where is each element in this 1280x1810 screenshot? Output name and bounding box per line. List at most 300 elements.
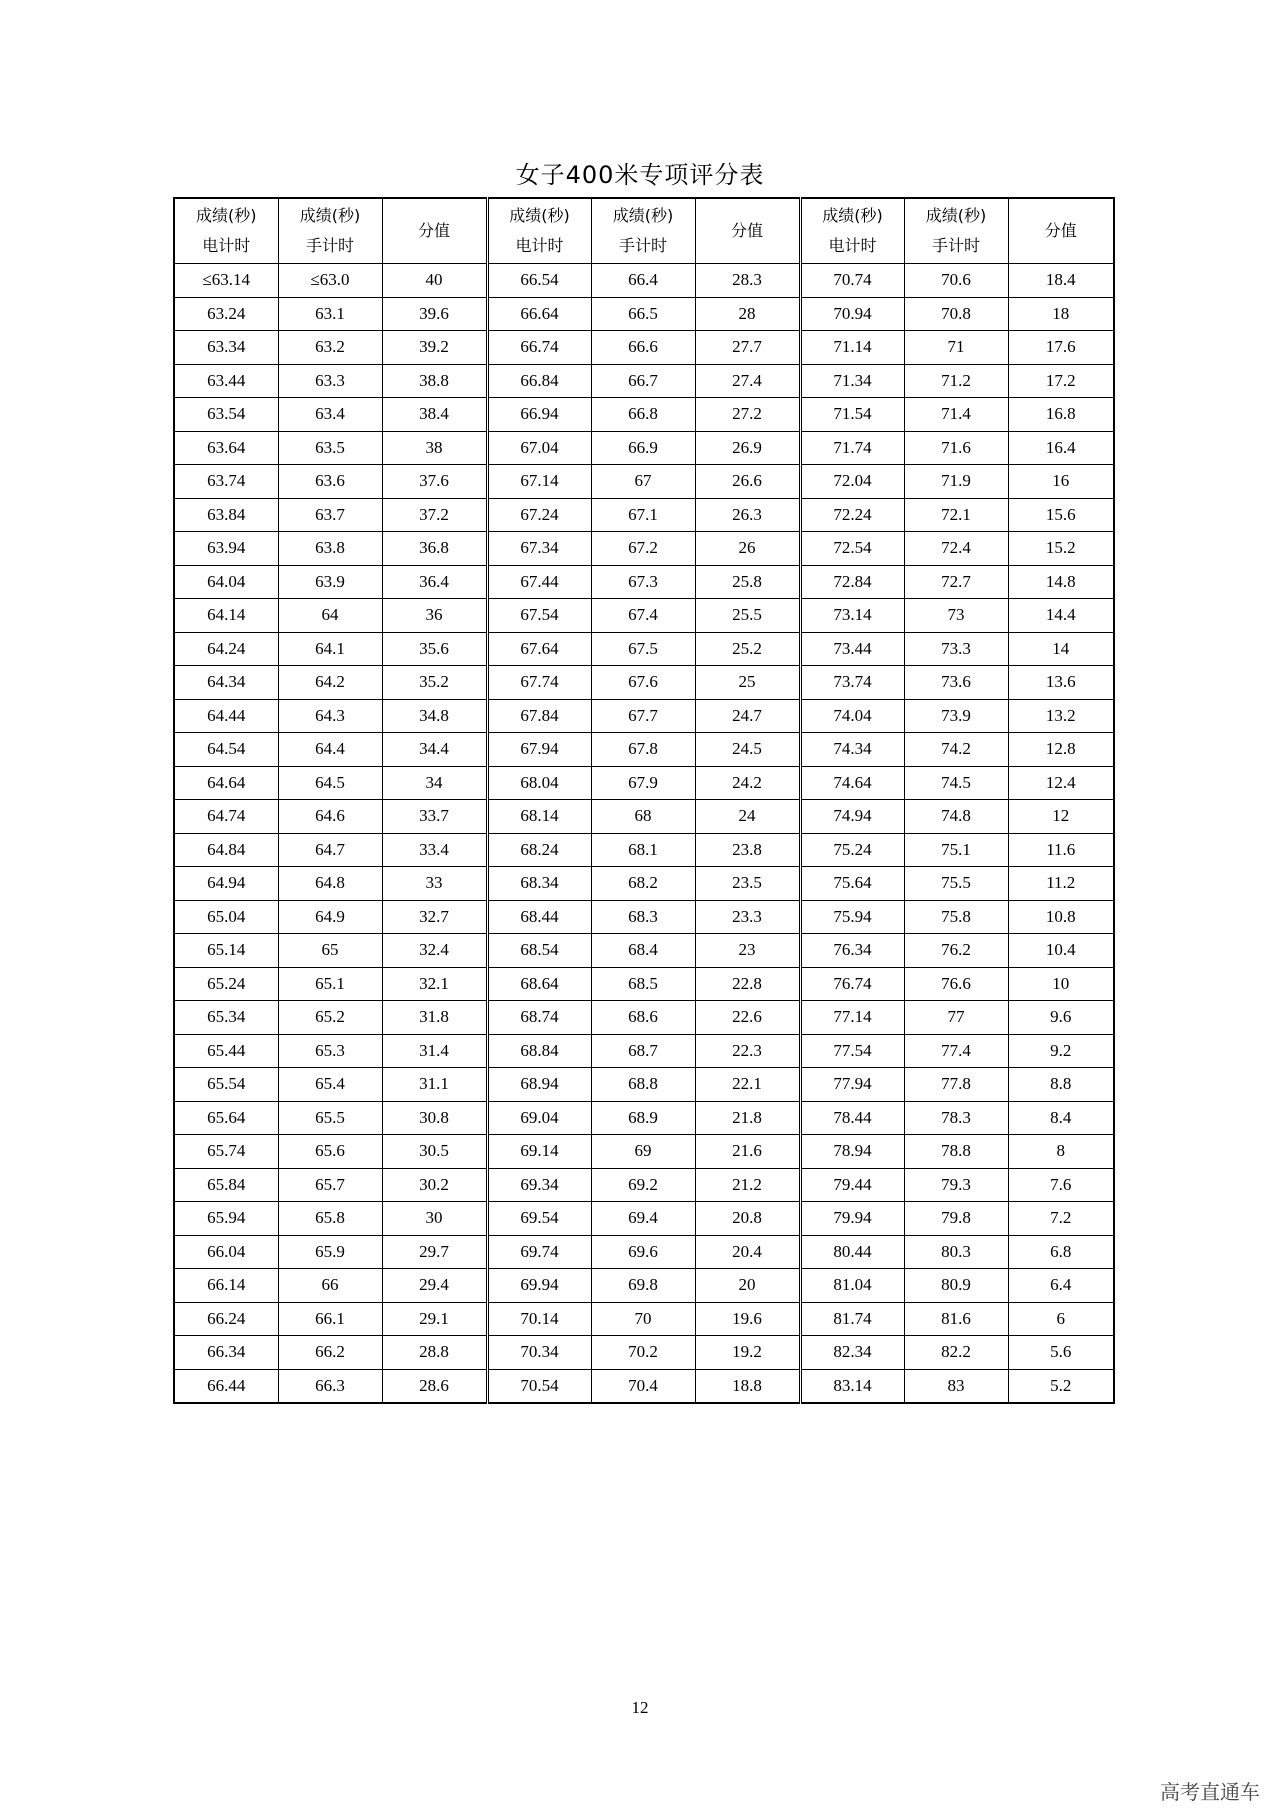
table-cell: 73.9 (904, 699, 1008, 733)
table-cell: 64.64 (174, 766, 278, 800)
table-cell: 32.7 (382, 900, 487, 934)
table-cell: 82.34 (800, 1336, 904, 1370)
table-row (174, 1068, 1114, 1102)
header-electric-timing-line: 电计时 (828, 236, 877, 255)
table-cell: 24 (695, 800, 800, 834)
table-cell: 28.8 (382, 1336, 487, 1370)
table-cell: 74.04 (800, 699, 904, 733)
table-cell: 66.74 (487, 331, 591, 365)
table-cell: 64.2 (278, 666, 382, 700)
table-cell: 68.34 (487, 867, 591, 901)
table-cell: 65.3 (278, 1034, 382, 1068)
table-cell: 63.24 (174, 297, 278, 331)
table-cell: 78.44 (800, 1101, 904, 1135)
header-electric-timing-line: 电计时 (202, 236, 251, 255)
table-cell: 28.3 (695, 264, 800, 298)
table-cell: 66.04 (174, 1235, 278, 1269)
table-cell: 9.2 (1008, 1034, 1114, 1068)
table-cell: 67.84 (487, 699, 591, 733)
table-cell: 38.4 (382, 398, 487, 432)
table-cell: 70.14 (487, 1302, 591, 1336)
table-cell: 72.24 (800, 498, 904, 532)
header-hand-timing-line: 成绩(秒) (612, 206, 674, 225)
table-cell: 73.3 (904, 632, 1008, 666)
table-cell: 12.8 (1008, 733, 1114, 767)
table-cell: 64.4 (278, 733, 382, 767)
table-cell: 69.4 (591, 1202, 695, 1236)
table-cell: 64.94 (174, 867, 278, 901)
table-cell: 63.84 (174, 498, 278, 532)
table-cell: 64.8 (278, 867, 382, 901)
table-cell: 64.04 (174, 565, 278, 599)
table-cell: 70.54 (487, 1369, 591, 1403)
table-cell: 37.2 (382, 498, 487, 532)
table-cell: 8.8 (1008, 1068, 1114, 1102)
table-cell: 67.54 (487, 599, 591, 633)
table-cell: 69.6 (591, 1235, 695, 1269)
table-cell: 22.8 (695, 967, 800, 1001)
table-cell: 6.4 (1008, 1269, 1114, 1303)
table-cell: 21.6 (695, 1135, 800, 1169)
table-cell: 10.4 (1008, 934, 1114, 968)
table-cell: 68.9 (591, 1101, 695, 1135)
table-cell: 70.6 (904, 264, 1008, 298)
table-cell: 65.54 (174, 1068, 278, 1102)
table-cell: 19.6 (695, 1302, 800, 1336)
table-cell: 68.5 (591, 967, 695, 1001)
table-cell: 10 (1008, 967, 1114, 1001)
table-cell: 68.94 (487, 1068, 591, 1102)
table-cell: 65.84 (174, 1168, 278, 1202)
table-cell: 30.8 (382, 1101, 487, 1135)
table-row (174, 264, 1114, 298)
table-cell: 68 (591, 800, 695, 834)
table-cell: 24.5 (695, 733, 800, 767)
table-cell: 65.14 (174, 934, 278, 968)
table-cell: 16.8 (1008, 398, 1114, 432)
table-cell: 68.8 (591, 1068, 695, 1102)
table-cell: 78.3 (904, 1101, 1008, 1135)
table-cell: 64.3 (278, 699, 382, 733)
table-row (174, 766, 1114, 800)
table-row (174, 1101, 1114, 1135)
table-cell: 64.7 (278, 833, 382, 867)
table-cell: 63.3 (278, 364, 382, 398)
table-cell: 36.4 (382, 565, 487, 599)
table-cell: 74.2 (904, 733, 1008, 767)
table-cell: 75.1 (904, 833, 1008, 867)
table-row (174, 532, 1114, 566)
table-cell: 15.2 (1008, 532, 1114, 566)
table-row (174, 1269, 1114, 1303)
table-row (174, 1235, 1114, 1269)
table-cell: 67.94 (487, 733, 591, 767)
table-cell: 79.8 (904, 1202, 1008, 1236)
table-cell: 76.2 (904, 934, 1008, 968)
table-cell: 16 (1008, 465, 1114, 499)
table-cell: 73 (904, 599, 1008, 633)
table-row (174, 833, 1114, 867)
table-row (174, 1168, 1114, 1202)
table-cell: 77.8 (904, 1068, 1008, 1102)
page-number: 12 (631, 1698, 649, 1717)
table-cell: 80.44 (800, 1235, 904, 1269)
table-cell: 76.6 (904, 967, 1008, 1001)
table-cell: 73.14 (800, 599, 904, 633)
table-cell: 70 (591, 1302, 695, 1336)
table-cell: 36.8 (382, 532, 487, 566)
table-cell: 67.64 (487, 632, 591, 666)
table-cell: 68.44 (487, 900, 591, 934)
table-cell: 63.7 (278, 498, 382, 532)
table-cell: 23.8 (695, 833, 800, 867)
table-cell: 65.1 (278, 967, 382, 1001)
table-cell: 34.4 (382, 733, 487, 767)
table-cell: 28.6 (382, 1369, 487, 1403)
header-row (174, 198, 1114, 264)
page-title: 女子400米专项评分表 (515, 161, 765, 189)
table-cell: 81.6 (904, 1302, 1008, 1336)
table-cell: 77.54 (800, 1034, 904, 1068)
table-cell: 38.8 (382, 364, 487, 398)
table-cell: 6 (1008, 1302, 1114, 1336)
table-cell: 75.5 (904, 867, 1008, 901)
table-cell: 69.94 (487, 1269, 591, 1303)
table-cell: 66.8 (591, 398, 695, 432)
table-cell: 69.04 (487, 1101, 591, 1135)
table-row (174, 1034, 1114, 1068)
watermark: 高考直通车 (1160, 1780, 1260, 1804)
table-cell: 24.2 (695, 766, 800, 800)
table-cell: 64 (278, 599, 382, 633)
table-cell: 65.6 (278, 1135, 382, 1169)
table-cell: 65.94 (174, 1202, 278, 1236)
table-cell: 30.2 (382, 1168, 487, 1202)
table-cell: 68.2 (591, 867, 695, 901)
table-cell: 70.74 (800, 264, 904, 298)
table-cell: 76.74 (800, 967, 904, 1001)
table-cell: 71.2 (904, 364, 1008, 398)
table-cell: 66.5 (591, 297, 695, 331)
table-cell: 23.3 (695, 900, 800, 934)
table-row (174, 599, 1114, 633)
table-cell: 72.4 (904, 532, 1008, 566)
table-cell: 75.94 (800, 900, 904, 934)
table-cell: 66.84 (487, 364, 591, 398)
table-cell: 83.14 (800, 1369, 904, 1403)
table-cell: 66.54 (487, 264, 591, 298)
table-row (174, 431, 1114, 465)
table-row (174, 498, 1114, 532)
table-cell: 30 (382, 1202, 487, 1236)
table-cell: 65.4 (278, 1068, 382, 1102)
table-cell: 68.1 (591, 833, 695, 867)
table-cell: 71.6 (904, 431, 1008, 465)
table-cell: 20 (695, 1269, 800, 1303)
table-cell: 39.6 (382, 297, 487, 331)
table-body (174, 264, 1114, 1404)
header-electric-timing-line: 成绩(秒) (196, 206, 257, 225)
table-row (174, 1135, 1114, 1169)
table-cell: 71.14 (800, 331, 904, 365)
table-cell: 31.4 (382, 1034, 487, 1068)
table-cell: 29.4 (382, 1269, 487, 1303)
table-cell: 63.64 (174, 431, 278, 465)
table-row (174, 1336, 1114, 1370)
table-cell: 67.7 (591, 699, 695, 733)
table-cell: 73.74 (800, 666, 904, 700)
table-row (174, 1369, 1114, 1403)
table-cell: 18.4 (1008, 264, 1114, 298)
table-cell: 71.34 (800, 364, 904, 398)
table-cell: 63.54 (174, 398, 278, 432)
table-cell: 65.7 (278, 1168, 382, 1202)
table-cell: 79.94 (800, 1202, 904, 1236)
header-score: 分值 (695, 198, 800, 264)
table-cell: 63.4 (278, 398, 382, 432)
table-cell: 5.2 (1008, 1369, 1114, 1403)
table-row (174, 666, 1114, 700)
table-cell: 31.1 (382, 1068, 487, 1102)
table-cell: 67.3 (591, 565, 695, 599)
table-cell: 23.5 (695, 867, 800, 901)
table-cell: 66.7 (591, 364, 695, 398)
table-cell: 34.8 (382, 699, 487, 733)
table-cell: 69.34 (487, 1168, 591, 1202)
table-cell: 34 (382, 766, 487, 800)
table-cell: 66.9 (591, 431, 695, 465)
table-cell: 69.74 (487, 1235, 591, 1269)
table-cell: 25.8 (695, 565, 800, 599)
table-cell: 22.1 (695, 1068, 800, 1102)
table-cell: 17.2 (1008, 364, 1114, 398)
table-cell: 18.8 (695, 1369, 800, 1403)
table-row (174, 733, 1114, 767)
table-cell: 21.2 (695, 1168, 800, 1202)
table-cell: 68.6 (591, 1001, 695, 1035)
header-electric-timing (800, 198, 904, 264)
table-cell: 25 (695, 666, 800, 700)
table-cell: 10.8 (1008, 900, 1114, 934)
table-cell: 74.8 (904, 800, 1008, 834)
table-cell: 66.24 (174, 1302, 278, 1336)
table-cell: 64.24 (174, 632, 278, 666)
table-cell: 8.4 (1008, 1101, 1114, 1135)
table-cell: 7.6 (1008, 1168, 1114, 1202)
table-cell: 9.6 (1008, 1001, 1114, 1035)
table-cell: 65.8 (278, 1202, 382, 1236)
table-cell: 24.7 (695, 699, 800, 733)
table-cell: 65.2 (278, 1001, 382, 1035)
table-cell: 18 (1008, 297, 1114, 331)
table-row (174, 800, 1114, 834)
table-cell: 40 (382, 264, 487, 298)
table-cell: 70.2 (591, 1336, 695, 1370)
table-cell: 36 (382, 599, 487, 633)
table-cell: 63.8 (278, 532, 382, 566)
header-score: 分值 (1008, 198, 1114, 264)
table-cell: 68.04 (487, 766, 591, 800)
table-cell: 74.5 (904, 766, 1008, 800)
table-cell: 72.84 (800, 565, 904, 599)
table-cell: 16.4 (1008, 431, 1114, 465)
table-cell: 13.6 (1008, 666, 1114, 700)
table-cell: 66.94 (487, 398, 591, 432)
table-cell: 63.9 (278, 565, 382, 599)
table-cell: 19.2 (695, 1336, 800, 1370)
table-cell: 32.1 (382, 967, 487, 1001)
table-cell: 38 (382, 431, 487, 465)
table-row (174, 934, 1114, 968)
table-cell: 25.5 (695, 599, 800, 633)
table-cell: 72.04 (800, 465, 904, 499)
table-cell: 69.54 (487, 1202, 591, 1236)
table-cell: 71.54 (800, 398, 904, 432)
table-cell: 12 (1008, 800, 1114, 834)
table-row (174, 331, 1114, 365)
table-cell: 30.5 (382, 1135, 487, 1169)
table-cell: 65 (278, 934, 382, 968)
table-cell: 79.44 (800, 1168, 904, 1202)
table-cell: 66.44 (174, 1369, 278, 1403)
table-cell: 71.74 (800, 431, 904, 465)
table-cell: ≤63.14 (174, 264, 278, 298)
table-row (174, 297, 1114, 331)
table-cell: 71.9 (904, 465, 1008, 499)
table-cell: 69.8 (591, 1269, 695, 1303)
table-cell: 39.2 (382, 331, 487, 365)
table-cell: ≤63.0 (278, 264, 382, 298)
table-row (174, 565, 1114, 599)
table-cell: 32.4 (382, 934, 487, 968)
table-cell: 67.2 (591, 532, 695, 566)
header-hand-timing (278, 198, 382, 264)
table-cell: 69.2 (591, 1168, 695, 1202)
table-cell: 22.6 (695, 1001, 800, 1035)
table-cell: 66.3 (278, 1369, 382, 1403)
header-electric-timing (487, 198, 591, 264)
table-cell: 81.74 (800, 1302, 904, 1336)
table-cell: 67.6 (591, 666, 695, 700)
table-cell: 73.6 (904, 666, 1008, 700)
table-cell: 66 (278, 1269, 382, 1303)
table-cell: 77.94 (800, 1068, 904, 1102)
table-cell: 33.4 (382, 833, 487, 867)
table-cell: 65.04 (174, 900, 278, 934)
table-cell: 73.44 (800, 632, 904, 666)
table-cell: 75.24 (800, 833, 904, 867)
table-cell: 68.24 (487, 833, 591, 867)
table-cell: 75.8 (904, 900, 1008, 934)
table-cell: 65.5 (278, 1101, 382, 1135)
table-cell: 64.1 (278, 632, 382, 666)
table-cell: 65.24 (174, 967, 278, 1001)
table-cell: 26 (695, 532, 800, 566)
table-cell: 8 (1008, 1135, 1114, 1169)
header-electric-timing (174, 198, 278, 264)
table-cell: 31.8 (382, 1001, 487, 1035)
table-cell: 14.8 (1008, 565, 1114, 599)
table-cell: 71.4 (904, 398, 1008, 432)
table-cell: 13.2 (1008, 699, 1114, 733)
table-cell: 66.1 (278, 1302, 382, 1336)
table-cell: 35.6 (382, 632, 487, 666)
table-cell: 26.9 (695, 431, 800, 465)
table-cell: 14.4 (1008, 599, 1114, 633)
table-cell: 63.34 (174, 331, 278, 365)
table-cell: 35.2 (382, 666, 487, 700)
table-cell: 63.94 (174, 532, 278, 566)
header-electric-timing-line: 电计时 (515, 236, 564, 255)
table-cell: 76.34 (800, 934, 904, 968)
table-row (174, 632, 1114, 666)
table-cell: 67.34 (487, 532, 591, 566)
table-cell: 70.4 (591, 1369, 695, 1403)
table-cell: 64.44 (174, 699, 278, 733)
header-hand-timing (591, 198, 695, 264)
table-cell: 25.2 (695, 632, 800, 666)
table-row (174, 1302, 1114, 1336)
table-cell: 71 (904, 331, 1008, 365)
table-cell: 65.9 (278, 1235, 382, 1269)
header-hand-timing-line: 手计时 (931, 236, 980, 255)
table-cell: 67.04 (487, 431, 591, 465)
header-hand-timing (904, 198, 1008, 264)
table-cell: 14 (1008, 632, 1114, 666)
header-hand-timing-line: 成绩(秒) (299, 206, 361, 225)
table-cell: 78.94 (800, 1135, 904, 1169)
table-cell: 80.3 (904, 1235, 1008, 1269)
table-cell: 23 (695, 934, 800, 968)
table-cell: 64.9 (278, 900, 382, 934)
table-cell: 66.34 (174, 1336, 278, 1370)
table-cell: 67.8 (591, 733, 695, 767)
table-cell: 74.34 (800, 733, 904, 767)
table-cell: 26.6 (695, 465, 800, 499)
table-cell: 74.94 (800, 800, 904, 834)
table-cell: 65.44 (174, 1034, 278, 1068)
table-cell: 5.6 (1008, 1336, 1114, 1370)
table-cell: 82.2 (904, 1336, 1008, 1370)
table-cell: 67.9 (591, 766, 695, 800)
table-cell: 67.1 (591, 498, 695, 532)
table-cell: 11.2 (1008, 867, 1114, 901)
table-cell: 17.6 (1008, 331, 1114, 365)
table-row (174, 398, 1114, 432)
table-cell: 22.3 (695, 1034, 800, 1068)
header-score: 分值 (382, 198, 487, 264)
table-cell: 75.64 (800, 867, 904, 901)
table-row (174, 900, 1114, 934)
table-cell: 37.6 (382, 465, 487, 499)
table-cell: 72.54 (800, 532, 904, 566)
table-cell: 68.54 (487, 934, 591, 968)
table-cell: 67.24 (487, 498, 591, 532)
table-cell: 27.2 (695, 398, 800, 432)
header-hand-timing-line: 手计时 (618, 236, 667, 255)
table-cell: 27.7 (695, 331, 800, 365)
table-cell: 68.74 (487, 1001, 591, 1035)
table-cell: 74.64 (800, 766, 904, 800)
table-cell: 66.6 (591, 331, 695, 365)
table-cell: 65.64 (174, 1101, 278, 1135)
table-cell: 21.8 (695, 1101, 800, 1135)
table-cell: 69.14 (487, 1135, 591, 1169)
table-cell: 81.04 (800, 1269, 904, 1303)
table-cell: 68.14 (487, 800, 591, 834)
table-cell: 66.2 (278, 1336, 382, 1370)
table-cell: 70.8 (904, 297, 1008, 331)
